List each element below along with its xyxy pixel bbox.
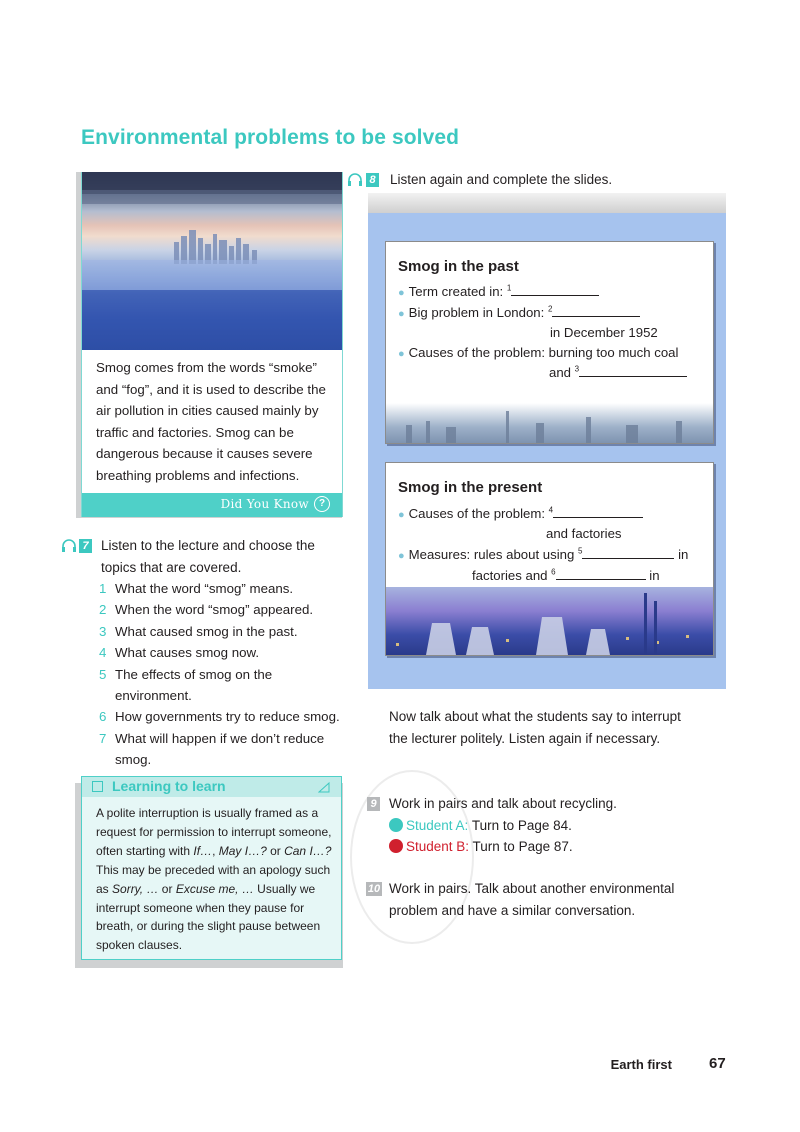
answer-blank[interactable] — [553, 505, 643, 518]
item-text: What the word “smog” means. — [115, 581, 294, 596]
did-you-know-text: Smog comes from the words “smoke” and “fog”, and it is used to describe the air pollution in cities caused mainly by traffic and factories. Smog can be dangerous because it causes severe breathing problems and infections. — [96, 360, 326, 483]
slide-line-text: factories and — [472, 568, 552, 583]
list-item — [99, 621, 349, 642]
student-b-avatar-icon — [389, 839, 403, 853]
blank-number: 3 — [574, 364, 580, 374]
bullet-icon: ● — [398, 348, 405, 360]
ltl-or: or — [266, 843, 285, 858]
list-item — [99, 599, 349, 620]
slides-panel-titlebar — [368, 193, 726, 213]
slide-line-text: Term created in: — [408, 284, 507, 299]
bullet-icon: ● — [398, 550, 405, 562]
answer-blank[interactable] — [511, 283, 599, 296]
slide-line-text: and — [549, 365, 575, 380]
cooling-towers-illustration — [386, 587, 713, 655]
item-text: The effects of smog on the environment. — [115, 666, 273, 704]
question-icon: ? — [314, 496, 330, 512]
slide-title: Smog in the past — [398, 258, 519, 275]
item-text: How governments try to reduce smog. — [115, 709, 340, 725]
blank-number: 6 — [551, 567, 556, 577]
slide-line — [398, 304, 640, 320]
smoggy-skyline-image — [386, 403, 713, 443]
item-text: What will happen if we don’t reduce smog. — [115, 730, 325, 768]
slide-line-text: Big problem in London: — [408, 305, 548, 320]
item-number: 1 — [99, 581, 107, 596]
smog-city-photo — [82, 172, 342, 350]
item-number: 7 — [99, 730, 107, 746]
slide-line-text: Causes of the problem: — [408, 506, 549, 521]
slide-line — [398, 505, 643, 521]
item-text: When the word “smog” appeared. — [115, 602, 314, 618]
slide-line-text: and factories — [546, 526, 622, 541]
unit-name: Earth first — [610, 1057, 672, 1072]
learning-to-learn-title: Learning to learn — [112, 778, 226, 794]
list-item — [99, 642, 349, 663]
box-bullet-icon — [92, 781, 103, 792]
slide-line-text: in — [674, 547, 689, 562]
slide-line — [549, 364, 687, 380]
activity-number-9: 9 — [367, 797, 380, 811]
corner-triangle-icon — [318, 782, 330, 793]
ltl-may: May I…? — [218, 843, 267, 858]
list-item — [99, 706, 349, 727]
slide-line-text: Causes of the problem: burning too much coal — [408, 345, 679, 360]
topic-list — [99, 578, 349, 771]
ltl-text-a: A polite interruption is usually framed as a request for permission to interrupt someone, often starting with — [96, 806, 332, 858]
slide-title: Smog in the present — [398, 479, 543, 496]
bullet-icon: ● — [398, 308, 405, 320]
blank-number: 1 — [506, 283, 512, 293]
factory-night-image — [386, 587, 713, 655]
page-number: 67 — [709, 1055, 726, 1072]
answer-blank[interactable] — [582, 546, 674, 559]
item-number: 2 — [99, 602, 107, 618]
blank-number: 4 — [548, 505, 554, 515]
section-title: Environmental problems to be solved — [81, 126, 460, 149]
student-a-text: Turn to Page 84. — [468, 818, 572, 833]
item-text: What causes smog now. — [115, 645, 260, 661]
bullet-icon: ● — [398, 509, 405, 521]
item-number: 5 — [99, 666, 107, 682]
answer-blank[interactable] — [579, 364, 687, 377]
activity-number-8: 8 — [366, 173, 379, 187]
ltl-text-c: Usually we interrupt someone when they pause for breath, or during the slight pause between spoken clauses. — [96, 881, 321, 953]
activity-number-10: 10 — [367, 883, 381, 895]
student-b-text: Turn to Page 87. — [469, 839, 573, 854]
activity9-instruction: Work in pairs and talk about recycling. — [389, 796, 617, 811]
slide-line — [398, 546, 688, 562]
blank-number: 2 — [547, 304, 553, 314]
answer-blank[interactable] — [556, 567, 646, 580]
student-a-label: Student A: — [406, 818, 469, 833]
activity7-instruction: Listen to the lecture and choose the topics that are covered. — [101, 538, 315, 575]
answer-blank[interactable] — [552, 304, 640, 317]
blank-number: 5 — [578, 546, 583, 556]
bullet-icon: ● — [398, 287, 405, 299]
activity10-instruction: Work in pairs. Talk about another environmental problem and have a similar conversation. — [389, 881, 675, 918]
city-skyline-illustration — [82, 172, 342, 350]
activity8-followup: Now talk about what the students say to interrupt the lecturer politely. Listen again if necessary. — [389, 709, 681, 746]
ltl-can: Can I…? — [284, 843, 332, 858]
activity-number-7: 7 — [79, 539, 92, 553]
slide-smog-present — [385, 462, 714, 656]
did-you-know-footer — [82, 493, 342, 517]
ltl-excuse: Excuse me, … — [175, 881, 254, 896]
slide-line-text: in December 1952 — [550, 325, 658, 340]
headphones-icon — [347, 173, 363, 187]
ltl-comma: , — [212, 843, 219, 858]
student-a-avatar-icon — [389, 818, 403, 832]
item-number: 4 — [99, 645, 107, 661]
student-a-line — [389, 815, 572, 837]
headphones-icon — [61, 539, 77, 553]
learning-to-learn-body — [96, 804, 332, 955]
ltl-text-b: This may be preceded with an apology such as — [96, 862, 331, 896]
slide-line-text: Measures: rules about using — [408, 547, 578, 562]
list-item — [99, 664, 349, 707]
slide-line — [472, 567, 660, 583]
item-number: 6 — [99, 709, 107, 725]
slide-line-text: in — [645, 568, 660, 583]
slide-smog-past — [385, 241, 714, 444]
slide-line — [398, 345, 678, 360]
student-b-label: Student B: — [406, 839, 470, 854]
student-b-line — [389, 836, 573, 858]
ltl-sorry: Sorry, … — [112, 881, 159, 896]
ltl-or2: or — [158, 881, 176, 896]
item-number: 3 — [99, 623, 107, 639]
item-text: What caused smog in the past. — [115, 623, 298, 639]
list-item — [99, 578, 349, 599]
did-you-know-label: Did You Know — [220, 497, 309, 511]
ltl-if: If… — [193, 843, 213, 858]
activity8-instruction: Listen again and complete the slides. — [390, 172, 613, 187]
slide-line — [398, 283, 599, 299]
factory-skyline-illustration — [386, 403, 713, 443]
list-item — [99, 728, 349, 771]
